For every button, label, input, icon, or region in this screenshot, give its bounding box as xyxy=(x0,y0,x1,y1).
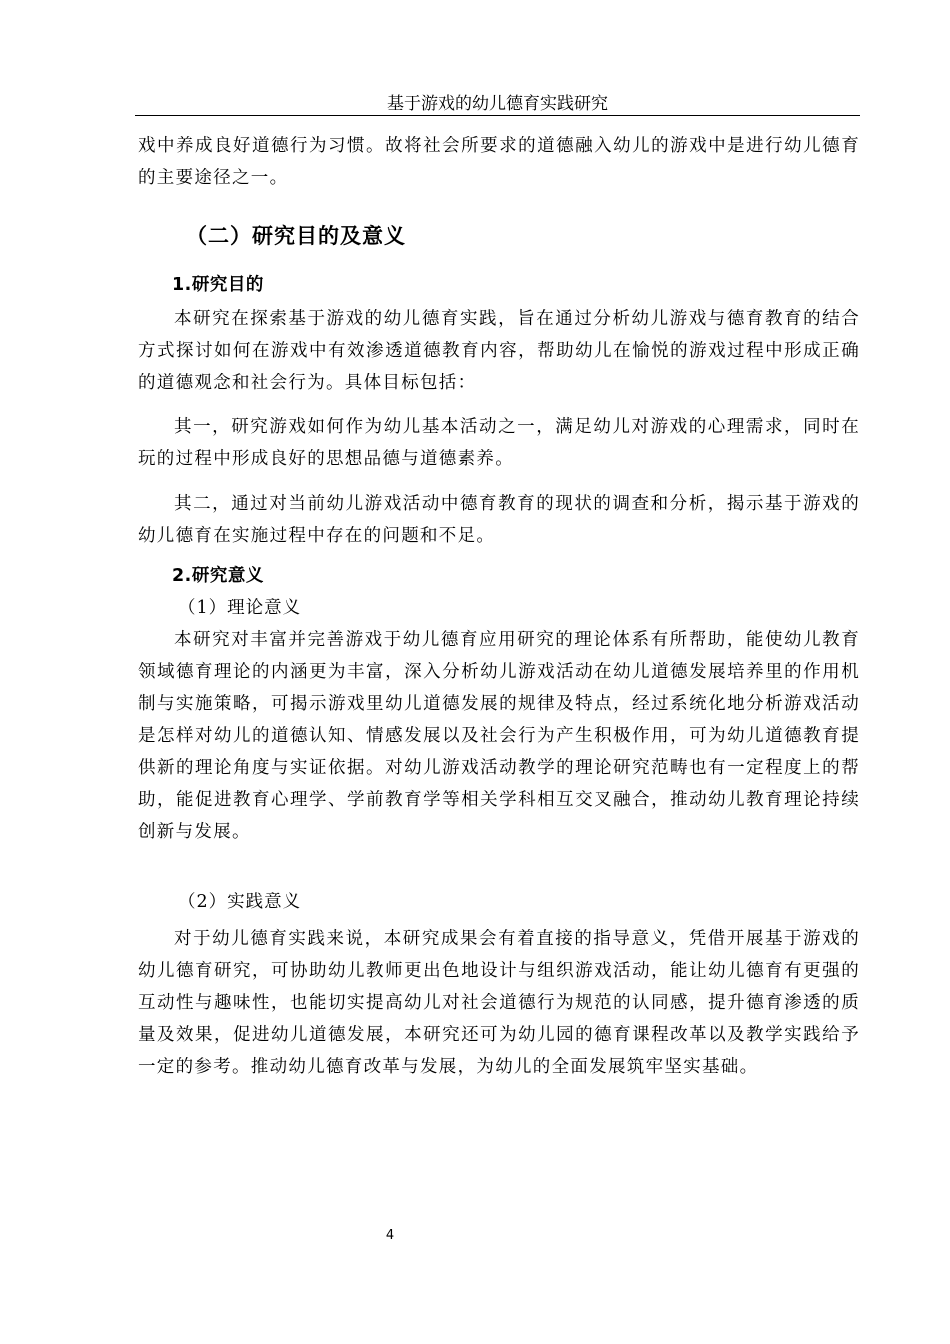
section-heading: （二）研究目的及意义 xyxy=(186,224,406,248)
theory-paragraph: 本研究对丰富并完善游戏于幼儿德育应用研究的理论体系有所帮助，能使幼儿教育领域德育理论的内涵更为丰富，深入分析幼儿游戏活动在幼儿道德发展培养里的作用机制与实施策略，可揭示游戏里幼儿道德发展的规律及特点，经过系统化地分析游戏活动是怎样对幼儿的道德认知、情感发展以及社会行为产生积极作用，可为幼儿道德教育提供新的理论角度与实证依据。对幼儿游戏活动教学的理论研究范畴也有一定程度上的帮助，能促进教育心理学、学前教育学等相关学科相互交叉融合，推动幼儿教育理论持续创新与发展。 xyxy=(138,630,860,842)
practice-heading: （2）实践意义 xyxy=(178,892,302,912)
goal-one-paragraph: 其一，研究游戏如何作为幼儿基本活动之一，满足幼儿对游戏的心理需求，同时在玩的过程中形成良好的思想品德与道德素养。 xyxy=(138,417,860,469)
subsection-heading-purpose: 1.研究目的 xyxy=(172,275,264,295)
page-number: 4 xyxy=(385,1228,395,1243)
intro-paragraph: 戏中养成良好道德行为习惯。故将社会所要求的道德融入幼儿的游戏中是进行幼儿德育的主要途径之一。 xyxy=(138,136,860,188)
subsection-heading-significance: 2.研究意义 xyxy=(172,566,264,586)
running-header: 基于游戏的幼儿德育实践研究 xyxy=(387,94,608,114)
purpose-paragraph: 本研究在探索基于游戏的幼儿德育实践，旨在通过分析幼儿游戏与德育教育的结合方式探讨如何在游戏中有效渗透道德教育内容，帮助幼儿在愉悦的游戏过程中形成正确的道德观念和社会行为。具体目标包括： xyxy=(138,309,860,393)
theory-heading: （1）理论意义 xyxy=(178,598,302,618)
header-rule xyxy=(135,115,860,116)
goal-two-paragraph: 其二，通过对当前幼儿游戏活动中德育教育的现状的调查和分析，揭示基于游戏的幼儿德育在实施过程中存在的问题和不足。 xyxy=(138,494,860,546)
practice-paragraph: 对于幼儿德育实践来说，本研究成果会有着直接的指导意义，凭借开展基于游戏的幼儿德育研究，可协助幼儿教师更出色地设计与组织游戏活动，能让幼儿德育有更强的互动性与趣味性，也能切实提高幼儿对社会道德行为规范的认同感，提升德育渗透的质量及效果，促进幼儿道德发展，本研究还可为幼儿园的德育课程改革以及教学实践给予一定的参考。推动幼儿德育改革与发展，为幼儿的全面发展筑牢坚实基础。 xyxy=(138,929,860,1077)
